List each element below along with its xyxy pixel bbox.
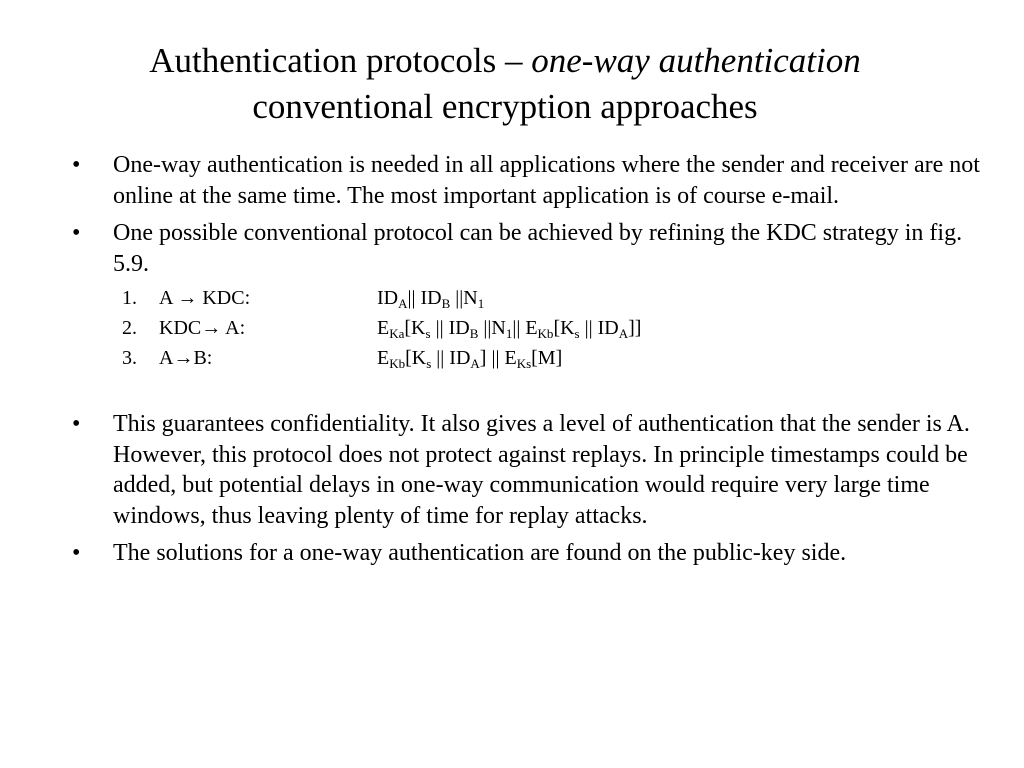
subscript: Kb xyxy=(537,326,554,341)
formula-text: E xyxy=(377,317,390,339)
protocol-step xyxy=(70,313,1000,343)
bullet-point-icon: • xyxy=(72,540,81,566)
subscript: A xyxy=(618,326,629,341)
slide-title xyxy=(0,38,1010,130)
formula-text: ID xyxy=(377,287,399,309)
bullet-text: The solutions for a one-way authentication are found on the public-key side. xyxy=(113,540,847,566)
step-direction: A → KDC: xyxy=(159,287,251,309)
formula-text: || ID xyxy=(407,287,442,309)
subscript: A xyxy=(470,356,480,371)
formula-text: || ID xyxy=(579,317,619,339)
title-italic-text: one-way authentication xyxy=(531,41,861,80)
bullet-item xyxy=(70,150,1000,211)
step-direction: KDC→ A: xyxy=(159,317,246,339)
subscript: s xyxy=(426,356,432,371)
bullet-text: One-way authentication is needed in all applications where the sender and receiver are not online at the same time. The most important application is of course e-mail. xyxy=(113,152,980,209)
step-number: 1. xyxy=(122,287,137,309)
formula-text: E xyxy=(377,347,390,369)
bullet-point-icon: • xyxy=(72,152,81,178)
formula-text: [K xyxy=(404,317,426,339)
bullet-item xyxy=(70,409,1000,531)
subscript: Ka xyxy=(389,326,405,341)
formula-text: [K xyxy=(405,347,427,369)
subscript: Kb xyxy=(389,356,406,371)
step-message xyxy=(377,343,562,373)
subscript: A xyxy=(398,296,408,311)
protocol-step xyxy=(70,283,1000,313)
subscript: Ks xyxy=(516,356,532,371)
title-line-1 xyxy=(0,38,1010,84)
subscript: B xyxy=(441,296,451,311)
formula-text: ]] xyxy=(628,317,642,339)
subscript: s xyxy=(425,326,431,341)
subscript: s xyxy=(574,326,580,341)
step-direction: A→B: xyxy=(159,347,213,369)
bullet-list xyxy=(70,150,1000,569)
formula-text: || ID xyxy=(430,317,470,339)
formula-text: || E xyxy=(512,317,538,339)
bullet-text: This guarantees confidentiality. It also gives a level of authentication that the sender is A. However, this protocol does not protect against replays. In principle timestamps could be added, but potential delays in one-way communication would require very large time windows, thus leaving plenty of time for replay attacks. xyxy=(113,411,970,529)
bullet-text: One possible conventional protocol can be achieved by refining the KDC strategy in fig. 5.9. xyxy=(113,220,963,277)
bullet-item xyxy=(70,538,1000,569)
formula-text: ||N xyxy=(450,287,478,309)
formula-text: [K xyxy=(553,317,575,339)
step-message xyxy=(377,313,641,343)
bullet-item xyxy=(70,218,1000,279)
subscript: 1 xyxy=(505,326,513,341)
bullet-point-icon: • xyxy=(72,411,81,437)
title-text: Authentication protocols – xyxy=(149,41,532,80)
step-number: 3. xyxy=(122,347,137,369)
title-line-2: conventional encryption approaches xyxy=(252,87,758,126)
step-message xyxy=(377,283,484,313)
protocol-step xyxy=(70,343,1000,373)
formula-text: || ID xyxy=(431,347,471,369)
formula-text: ||N xyxy=(478,317,506,339)
formula-text: [M] xyxy=(531,347,563,369)
subscript: 1 xyxy=(477,296,485,311)
bullet-point-icon: • xyxy=(72,220,81,246)
formula-text: ] || E xyxy=(479,347,517,369)
protocol-steps xyxy=(70,283,1000,373)
subscript: B xyxy=(469,326,479,341)
step-number: 2. xyxy=(122,317,137,339)
